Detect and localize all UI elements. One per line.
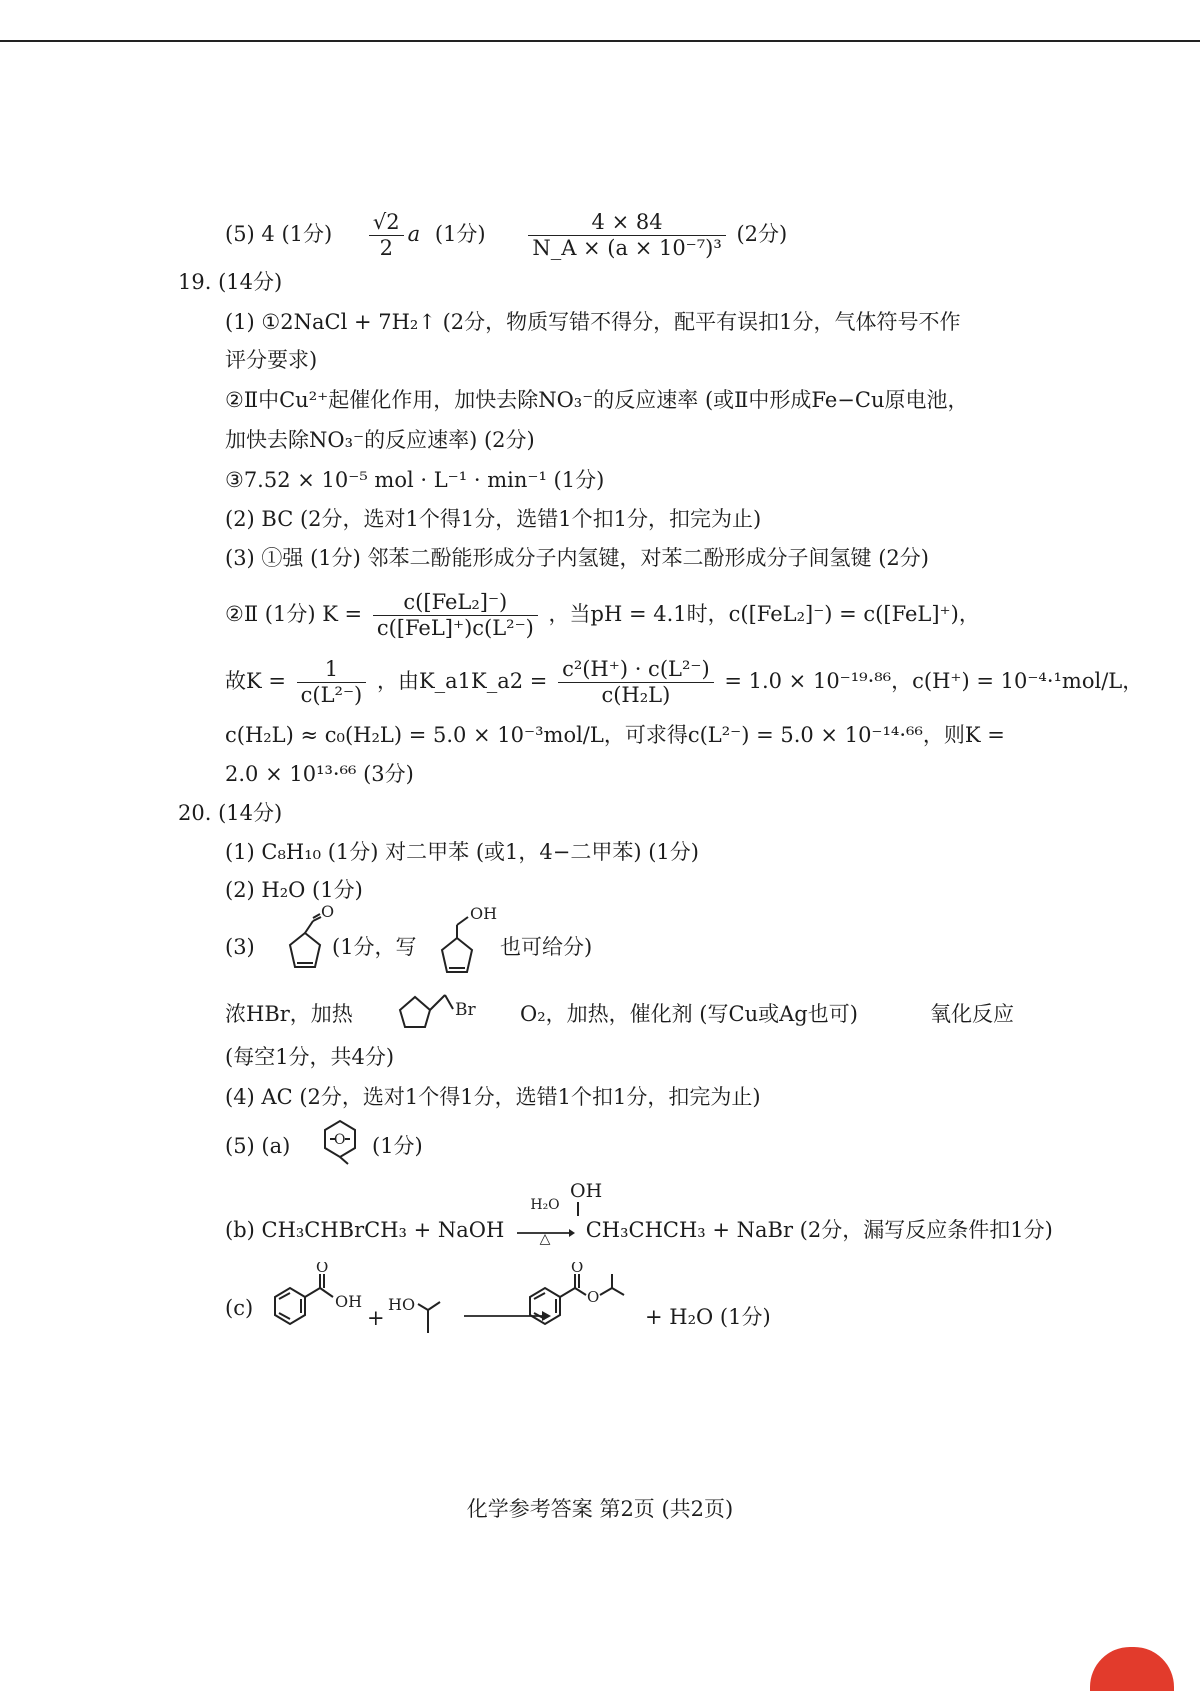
ka-fraction: $\frac{\text{c²(H⁺) · c(L²⁻)}}{\text{c(H₂L)}}$ bbox=[558, 657, 714, 708]
q19-line-11: 2.0 × 10¹³·⁶⁶ (3分) bbox=[225, 762, 414, 786]
ether-o-label: O bbox=[334, 1132, 346, 1148]
oh-bond bbox=[577, 1202, 579, 1216]
q19-line-5: ③7.52 × 10⁻⁵ mol · L⁻¹ · min⁻¹ (1分) bbox=[225, 468, 605, 492]
q19-header: 19. (14分) bbox=[178, 270, 283, 294]
q18-5-tail: (2分) bbox=[736, 222, 788, 247]
aldehyde-o-label: O bbox=[321, 905, 335, 921]
propanol-oh-label: OH bbox=[570, 1180, 603, 1202]
ester-carbonyl-o-label: O bbox=[571, 1262, 584, 1276]
q20-line-9-tail: + H₂O (1分) bbox=[645, 1305, 771, 1329]
cyclopentene-aldehyde-structure bbox=[275, 905, 340, 980]
bridged-ether-structure bbox=[315, 1115, 365, 1165]
oh-label: OH bbox=[470, 905, 498, 923]
q19-line-7: (3) ①强 (1分) 邻苯二酚能形成分子内氢键，对苯二酚形成分子间氢键 (2分) bbox=[225, 546, 929, 570]
q20-line-5: (每空1分，共4分) bbox=[225, 1045, 395, 1069]
acid-oh-label: OH bbox=[335, 1292, 363, 1311]
cyclopentene-methanol-structure bbox=[430, 905, 510, 980]
q18-5-line bbox=[225, 210, 787, 261]
isopropyl-benzoate-structure bbox=[520, 1262, 650, 1342]
q20-line-3-mid: (1分，写 bbox=[332, 935, 417, 959]
reaction-arrow-conditions: H₂O △ bbox=[515, 1219, 575, 1244]
ester-o-label: O bbox=[587, 1288, 600, 1306]
q20-line-4-reagent: 浓HBr，加热 bbox=[225, 1002, 353, 1026]
q19-line-2: 评分要求) bbox=[225, 348, 318, 372]
page-footer: 化学参考答案 第2页 (共2页) bbox=[466, 1497, 734, 1521]
ho-label: HO bbox=[388, 1295, 416, 1314]
q19-line-4: 加快去除NO₃⁻的反应速率) (2分) bbox=[225, 428, 535, 452]
q19-line-1: (1) ①2NaCl + 7H₂↑ (2分，物质写错不得分，配平有误扣1分，气体符号不作 bbox=[225, 310, 961, 334]
q19-line-8: ②Ⅱ (1分) K = $\frac{\text{c([FeL₂]⁻)}}{\text{c([FeL]⁺)c(L²⁻)}}$ ，当pH = 4.1时，c([FeL₂]⁻) = c([FeL]⁺)， bbox=[225, 590, 980, 641]
q19-line-6: (2) BC (2分，选对1个得1分，选错1个扣1分，扣完为止) bbox=[225, 507, 762, 531]
q18-5-prefix: (5) 4 (1分) bbox=[225, 222, 333, 247]
q20-line-9-prefix: (c) bbox=[225, 1296, 254, 1320]
q20-line-8: (b) CH₃CHBrCH₃ + NaOH H₂O △ CH₃CHCH₃ + NaBr (2分，漏写反应条件扣1分) bbox=[225, 1196, 1053, 1247]
q19-line-9: 故K = $\frac{1}{\text{c(L²⁻)}}$ ，由K_a1K_a2 = $\frac{\text{c²(H⁺) · c(L²⁻)}}{\text{c(H₂L)}}$ = 1.0 × 10⁻¹⁹·⁸⁶，c(H⁺) = 10⁻⁴·¹mol/L， bbox=[225, 657, 1144, 708]
q19-line-3: ②Ⅱ中Cu²⁺起催化作用，加快去除NO₃⁻的反应速率 (或Ⅱ中形成Fe−Cu原电池， bbox=[225, 388, 969, 412]
plus-sign: + bbox=[367, 1306, 385, 1330]
q20-line-1: (1) C₈H₁₀ (1分) 对二甲苯 (或1，4−二甲苯) (1分) bbox=[225, 840, 699, 864]
isopropanol-structure bbox=[388, 1288, 458, 1348]
q19-line-10: c(H₂L) ≈ c₀(H₂L) = 5.0 × 10⁻³mol/L，可求得c(L²⁻) = 5.0 × 10⁻¹⁴·⁶⁶，则K = bbox=[225, 723, 1005, 747]
q20-line-3-tail: 也可给分) bbox=[500, 935, 593, 959]
q20-line-3-prefix: (3) bbox=[225, 935, 255, 959]
q20-line-4-reaction-type: 氧化反应 bbox=[930, 1002, 1014, 1026]
corner-badge bbox=[1090, 1647, 1174, 1691]
q20-line-4-oxidant: O₂，加热，催化剂 (写Cu或Ag也可) bbox=[520, 1002, 858, 1026]
k-fraction: $\frac{\text{c([FeL₂]⁻)}}{\text{c([FeL]⁺)c(L²⁻)}}$ bbox=[373, 590, 538, 641]
sqrt-fraction: $\frac{√2}{2}$ bbox=[369, 210, 404, 261]
q20-line-2: (2) H₂O (1分) bbox=[225, 878, 363, 902]
top-rule bbox=[0, 40, 1200, 42]
density-fraction: $\frac{4 \times 84}{\text{N\_A × (a × 10⁻⁷)³}}$ bbox=[528, 210, 725, 261]
q20-line-7-tail: (1分) bbox=[372, 1134, 423, 1158]
q20-line-6: (4) AC (2分，选对1个得1分，选错1个扣1分，扣完为止) bbox=[225, 1085, 761, 1109]
q20-header: 20. (14分) bbox=[178, 801, 283, 825]
k-reciprocal-fraction: $\frac{1}{\text{c(L²⁻)}}$ bbox=[297, 657, 367, 708]
q20-line-7-prefix: (5) (a) bbox=[225, 1134, 291, 1158]
bromomethylcyclopentane-structure bbox=[395, 985, 495, 1035]
acid-o-label: O bbox=[316, 1262, 329, 1276]
var-a: a bbox=[407, 222, 421, 247]
br-label: Br bbox=[455, 1000, 476, 1020]
q18-5-mid: (1分) bbox=[434, 222, 486, 247]
benzoic-acid-structure bbox=[265, 1262, 375, 1342]
